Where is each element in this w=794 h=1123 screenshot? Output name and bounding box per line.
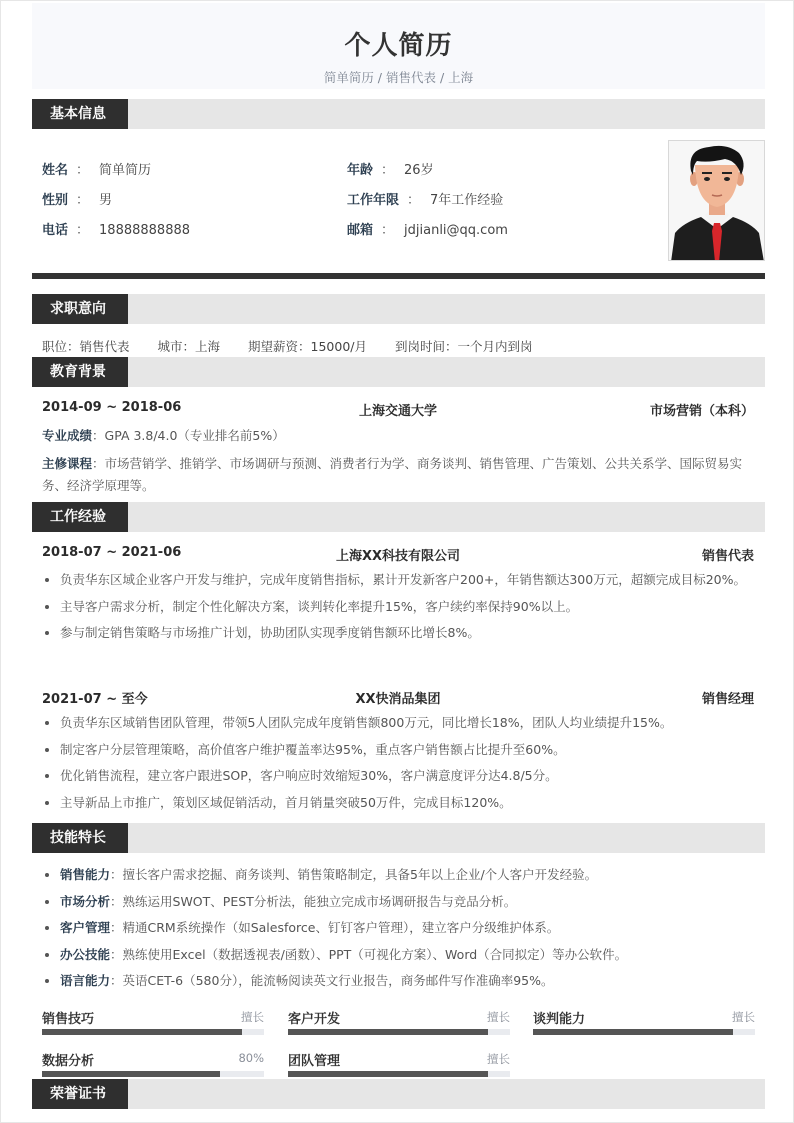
info-label: 性别 [42, 193, 69, 208]
list-item: 语言能力：英语CET-6（580分），能流畅阅读英文行业报告，商务邮件写作准确率95%。 [42, 970, 754, 992]
list-item: 制定客户分层管理策略，高价值客户维护覆盖率达95%，重点客户销售额占比提升至60%。 [42, 739, 754, 761]
section-title: 教育背景 [32, 357, 128, 387]
work-period: 2021-07 ~ 至今 [42, 692, 148, 707]
intent-city: 城市：上海 [157, 339, 221, 354]
info-label: 年龄 [347, 163, 374, 178]
info-age: 年龄 ： 26岁 [347, 163, 434, 178]
info-label: 邮箱 [347, 223, 374, 238]
skill-bar: 谈判能力 擅长 [533, 1008, 755, 1040]
resume-header [32, 3, 765, 89]
skill-bar: 销售技巧 擅长 [42, 1008, 264, 1040]
info-name: 姓名 ： 简单简历 [42, 163, 152, 178]
courses-label: 主修课程 [42, 456, 93, 471]
info-value: 18888888888 [99, 223, 191, 238]
avatar-icon [669, 141, 765, 261]
info-label: 电话 [42, 223, 69, 238]
work-row-2 [42, 688, 754, 706]
work-row-1 [42, 545, 754, 563]
list-item: 客户管理：精通CRM系统操作（如Salesforce、钉钉客户管理），建立客户分级维护体系。 [42, 917, 754, 939]
info-value: 男 [99, 193, 113, 208]
info-gender: 性别 ： 男 [42, 193, 113, 208]
list-item: 负责华东区域企业客户开发与维护，完成年度销售指标，累计开发新客户200+，年销售额达300万元，超额完成目标20%。 [42, 569, 754, 591]
section-header-intent [32, 294, 765, 324]
section-header-education [32, 357, 765, 387]
education-period: 2014-09 ~ 2018-06 [42, 400, 182, 415]
section-header-honors [32, 1079, 765, 1109]
section-header-basic [32, 99, 765, 129]
info-value: 简单简历 [99, 163, 152, 178]
section-title: 求职意向 [32, 294, 128, 324]
info-label: 姓名 [42, 163, 69, 178]
education-major: 市场营销（本科） [649, 404, 754, 419]
info-phone: 电话 ： 18888888888 [42, 223, 191, 238]
info-email: 邮箱 ： jdjianli@qq.com [347, 223, 508, 238]
gpa-value: ：GPA 3.8/4.0（专业排名前5%） [92, 428, 285, 443]
list-item: 主导客户需求分析，制定个性化解决方案，谈判转化率提升15%，客户续约率保持90%以上。 [42, 596, 754, 618]
skill-bar: 数据分析 80% [42, 1050, 264, 1082]
work-period: 2018-07 ~ 2021-06 [42, 545, 182, 560]
avatar-photo [668, 140, 765, 261]
list-item: 办公技能：熟练使用Excel（数据透视表/函数）、PPT（可视化方案）、Word（合同拟定）等办公软件。 [42, 944, 754, 966]
info-value: 7年工作经验 [430, 193, 504, 208]
education-school: 上海交通大学 [358, 404, 437, 419]
work-company: XX快消品集团 [355, 692, 441, 707]
page-subtitle: 简单简历 / 销售代表 / 上海 [323, 70, 474, 85]
skill-bar: 团队管理 擅长 [288, 1050, 510, 1082]
work-company: 上海XX科技有限公司 [335, 549, 461, 564]
education-row [42, 400, 754, 418]
section-divider [32, 273, 765, 279]
work-bullets-2 [42, 712, 754, 818]
page-title: 个人简历 [344, 31, 453, 61]
info-label: 工作年限 [347, 193, 400, 208]
list-item: 市场分析：熟练运用SWOT、PEST分析法，能独立完成市场调研报告与竞品分析。 [42, 891, 754, 913]
intent-availability: 到岗时间：一个月内到岗 [395, 339, 533, 354]
skills-list [42, 864, 754, 997]
work-bullets-1 [42, 569, 754, 649]
courses-value: ：市场营销学、推销学、市场调研与预测、消费者行为学、商务谈判、销售管理、广告策划、公共关系学、国际贸易实务、经济学原理等。 [42, 456, 743, 493]
list-item: 主导新品上市推广，策划区域促销活动，首月销量突破50万件，完成目标120%。 [42, 792, 754, 814]
section-title: 工作经验 [32, 502, 128, 532]
resume-page [1, 1, 794, 1123]
info-value: 26岁 [404, 163, 434, 178]
list-item: 优化销售流程，建立客户跟进SOP，客户响应时效缩短30%，客户满意度评分达4.8/5分。 [42, 765, 754, 787]
list-item: 销售能力：擅长客户需求挖掘、商务谈判、销售策略制定，具备5年以上企业/个人客户开发经验。 [42, 864, 754, 886]
education-gpa [42, 425, 754, 447]
section-title: 技能特长 [32, 823, 128, 853]
info-years: 工作年限 ： 7年工作经验 [347, 193, 504, 208]
job-intent [42, 337, 561, 355]
list-item: 负责华东区域销售团队管理，带领5人团队完成年度销售额800万元，同比增长18%，团队人均业绩提升15%。 [42, 712, 754, 734]
section-header-skills [32, 823, 765, 853]
education-courses [42, 453, 754, 497]
gpa-label: 专业成绩 [42, 428, 93, 443]
section-title: 基本信息 [32, 99, 128, 129]
list-item: 参与制定销售策略与市场推广计划，协助团队实现季度销售额环比增长8%。 [42, 622, 754, 644]
section-title: 荣誉证书 [32, 1079, 128, 1109]
intent-position: 职位：销售代表 [42, 339, 130, 354]
intent-salary: 期望薪资：15000/月 [248, 339, 368, 354]
section-header-work [32, 502, 765, 532]
info-value: jdjianli@qq.com [404, 223, 508, 238]
work-title: 销售经理 [701, 692, 754, 707]
skill-bar: 客户开发 擅长 [288, 1008, 510, 1040]
work-title: 销售代表 [701, 549, 754, 564]
